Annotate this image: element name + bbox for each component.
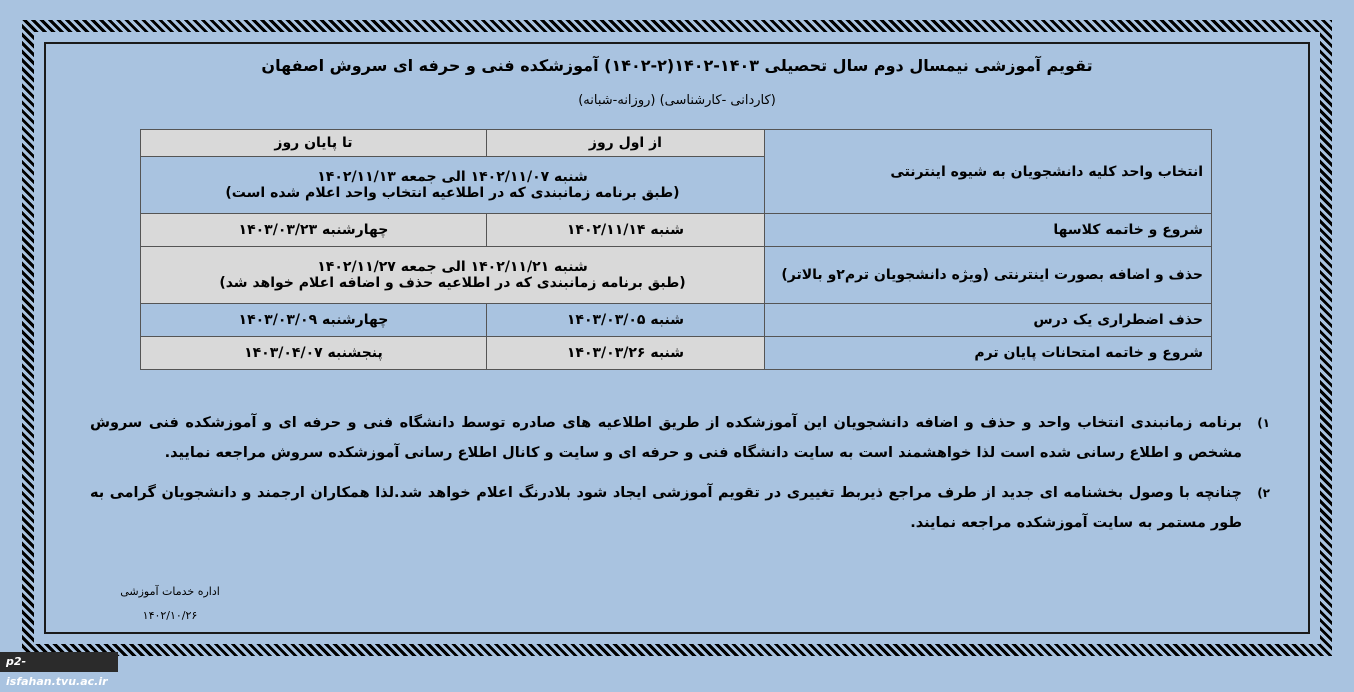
note-item	[90, 478, 1270, 538]
note-text: برنامه زمانبندی انتخاب واحد و حذف و اضافه دانشجویان این آموزشکده از طریق اطلاعیه های صادره توسط دانشگاه فنی و حرفه ای و آموزشکده فنی سروش مشخص و اطلاع رسانی شده است لذا خواهشمند است به سایت دانشگاه فنی و حرفه ای و سایت و کانال اطلاع رسانی آموزشکده سروش مراجعه نمایید.	[90, 415, 1242, 461]
column-header-from: از اول روز	[486, 130, 764, 157]
table-row	[141, 247, 1212, 304]
table-row	[141, 304, 1212, 337]
table-row-label: شروع و خاتمه کلاسها	[765, 214, 1212, 247]
table-cell-to: چهارشنبه ۱۴۰۳/۰۳/۰۹	[141, 304, 487, 337]
table-row-label: حذف و اضافه بصورت اینترنتی (ویژه دانشجویان ترم۲و بالاتر)	[765, 247, 1212, 304]
note-number: ۱)	[1257, 416, 1270, 430]
range-dates: شنبه ۱۴۰۲/۱۱/۲۱ الی جمعه ۱۴۰۲/۱۱/۲۷	[317, 259, 588, 275]
table-cell-to: پنجشنبه ۱۴۰۳/۰۴/۰۷	[141, 337, 487, 370]
table-cell-range	[141, 157, 765, 214]
table-cell-from: شنبه ۱۴۰۲/۱۱/۱۴	[486, 214, 764, 247]
table-cell-from: شنبه ۱۴۰۳/۰۳/۰۵	[486, 304, 764, 337]
range-note: (طبق برنامه زمانبندی که در اطلاعیه انتخاب واحد اعلام شده است)	[225, 185, 680, 201]
page-subtitle: (کاردانی -کارشناسی) (روزانه-شبانه)	[578, 93, 776, 108]
range-dates: شنبه ۱۴۰۲/۱۱/۰۷ الی جمعه ۱۴۰۲/۱۱/۱۳	[317, 169, 588, 185]
table-row	[141, 214, 1212, 247]
note-text: چنانچه با وصول بخشنامه ای جدید از طرف مراجع ذیربط تغییری در تقویم آموزشی ایجاد شود بلادرنگ اعلام خواهد شد.لذا همکاران ارجمند و دانشجویان گرامی به طور مستمر به سایت آموزشکده مراجعه نمایند.	[90, 485, 1242, 531]
range-note: (طبق برنامه زمانبندی که در اطلاعیه حذف و اضافه اعلام خواهد شد)	[219, 275, 686, 291]
table-cell-range	[141, 247, 765, 304]
table-cell-to: چهارشنبه ۱۴۰۳/۰۳/۲۳	[141, 214, 487, 247]
note-number: ۲)	[1257, 486, 1270, 500]
table-row-label: انتخاب واحد کلیه دانشجویان به شیوه اینترنتی	[765, 130, 1212, 214]
office-signature	[110, 580, 230, 628]
academic-calendar-table	[140, 129, 1212, 370]
table-row-label: شروع و خاتمه امتحانات پایان ترم	[765, 337, 1212, 370]
page-title: تقویم آموزشی نیمسال دوم سال تحصیلی ۱۴۰۳-۱۴۰۲(۲-۱۴۰۲) آموزشکده فنی و حرفه ای سروش اصفهان	[261, 56, 1093, 75]
notes-section	[90, 408, 1270, 548]
table-row	[141, 337, 1212, 370]
column-header-to: تا پایان روز	[141, 130, 487, 157]
office-date: ۱۴۰۲/۱۰/۲۶	[142, 609, 198, 622]
table-cell-from: شنبه ۱۴۰۳/۰۳/۲۶	[486, 337, 764, 370]
note-item	[90, 408, 1270, 468]
table-row-label: حذف اضطراری یک درس	[765, 304, 1212, 337]
site-url-label: p2-isfahan.tvu.ac.ir	[0, 652, 118, 672]
office-name: اداره خدمات آموزشی	[120, 585, 220, 598]
table-header-row	[141, 130, 1212, 157]
